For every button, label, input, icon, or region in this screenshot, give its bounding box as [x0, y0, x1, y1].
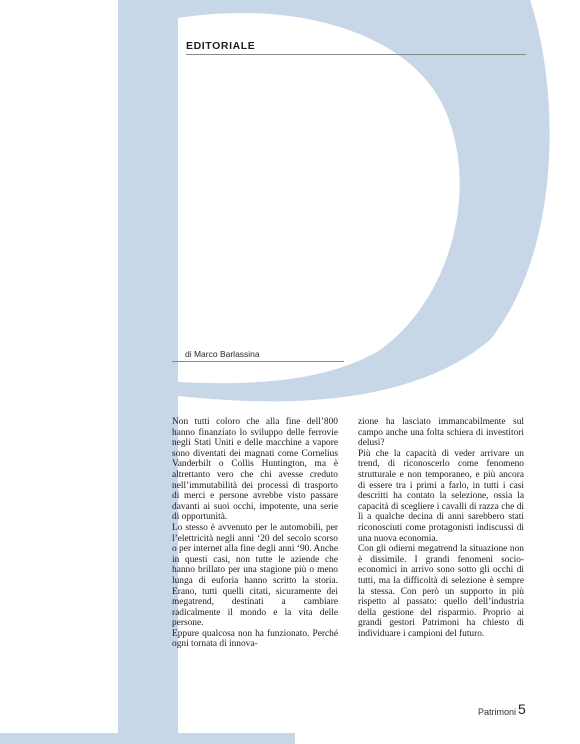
footer-page-number: 5: [518, 701, 526, 717]
paragraph: zione ha lasciato immancabilmente sul campo anche una folta schiera di investitori delusi?: [358, 417, 524, 449]
paragraph: Non tutti coloro che alla fine dell’800 hanno finanziato lo sviluppo delle ferrovie negli Stati Uniti e delle macchine a vapore sono diventati dei magnati come Cornelius Vanderbilt o Collis Huntington, ma è altrettanto vero che chi avesse creduto nell’immutabilità dei processi di trasporto di merci e persone avrebbe visto passare davanti ai suoi occhi, impotente, una serie di opportunità.: [172, 417, 338, 523]
paragraph: Con gli odierni megatrend la situazione non è dissimile. I grandi fenomeni socio-economici in arrivo sono sotto gli occhi di tutti, ma la difficoltà di selezione è sempre la stessa. Con però un supporto in più rispetto al passato: quello dell’industria della gestione del risparmio. Proprio ai grandi gestori Patrimoni ha chiesto di individuare i campioni del futuro.: [358, 544, 524, 639]
header-divider: [186, 54, 526, 55]
section-label: EDITORIALE: [186, 40, 256, 52]
byline-divider: [172, 361, 344, 362]
paragraph: Eppure qualcosa non ha funzionato. Perché ogni tornata di innova-: [172, 628, 338, 650]
article-column-left: [172, 417, 338, 650]
article-column-right: [358, 417, 524, 639]
author-byline: di Marco Barlassina: [185, 349, 260, 359]
paragraph: Più che la capacità di veder arrivare un trend, di riconoscerlo come fenomeno strutturale e non temporaneo, e più ancora di essere tra i primi a farlo, in tutti i casi descritti ha contato la selezione, ossia la capacità di scegliere i cavalli di razza che di lì a qualche decina di anni sarebbero stati riconosciuti come protagonisti indiscussi di una nuova economia.: [358, 448, 524, 544]
paragraph: Lo stesso è avvenuto per le automobili, per l’elettricità negli anni ‘20 del secolo scorso o per internet alla fine degli anni ‘90. Anche in questi casi, non tutte le aziende che hanno brillato per una stagione più o meno lunga di euforia hanno scritto la storia. Erano, tutti quelli citati, sicuramente dei megatrend, destinati a cambiare radicalmente il mondo e la vita delle persone.: [172, 522, 338, 629]
footer-publication-name: Patrimoni: [478, 707, 517, 717]
